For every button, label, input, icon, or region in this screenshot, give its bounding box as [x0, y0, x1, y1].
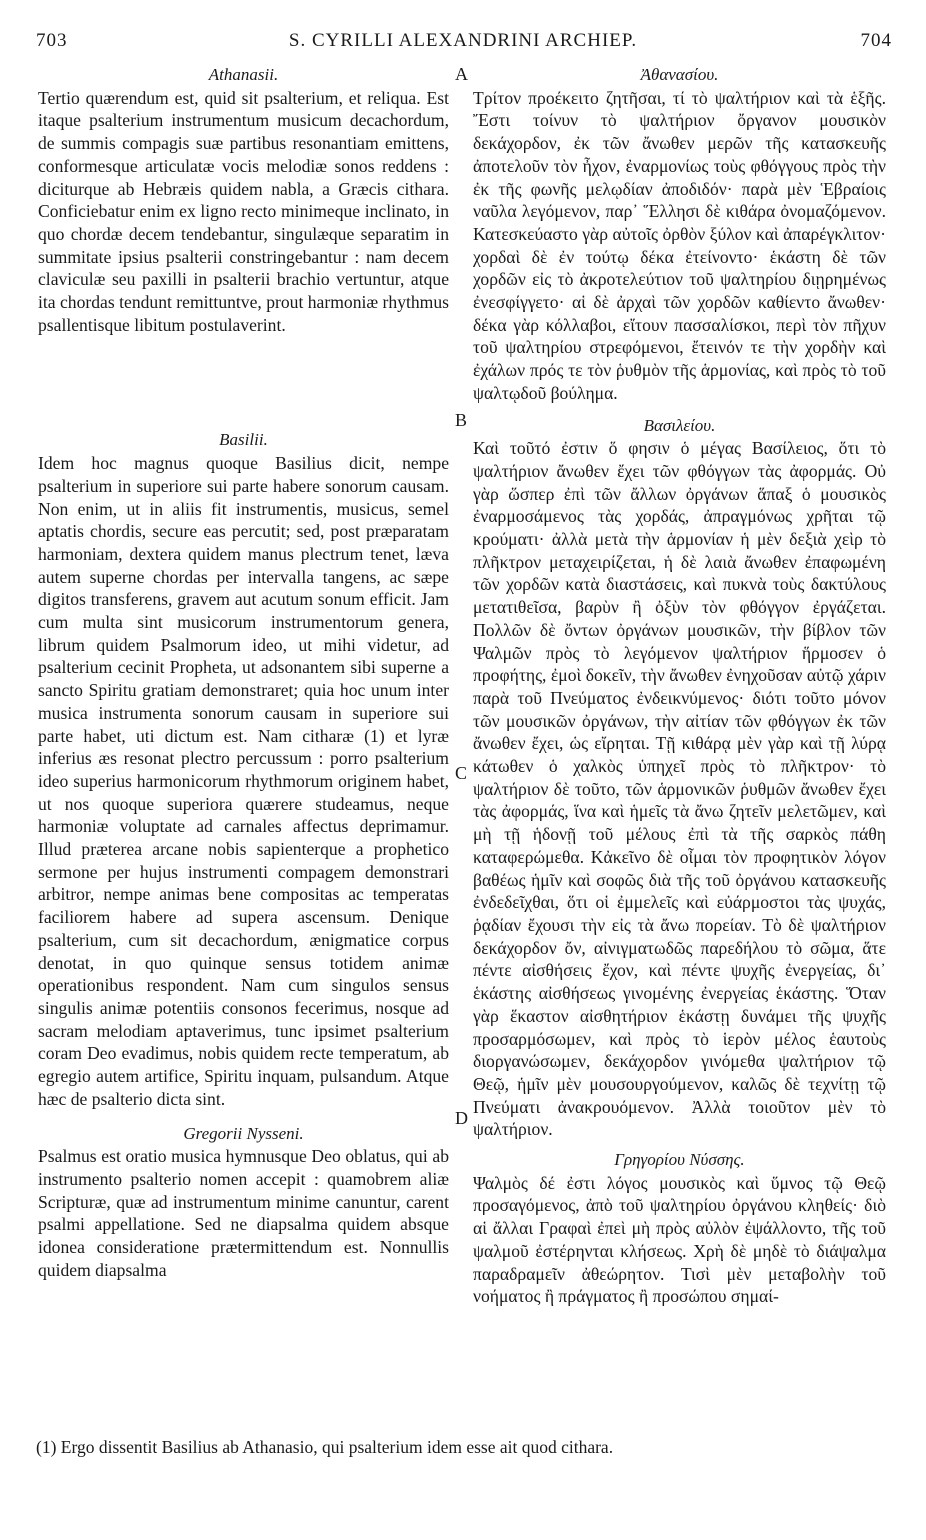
running-title: S. CYRILLI ALEXANDRINI ARCHIEP.: [288, 30, 638, 51]
greek-column: [473, 64, 886, 1308]
latin-heading-basilius: Basilii.: [219, 430, 268, 450]
section-marker-d: D: [455, 1108, 468, 1128]
latin-heading-gregorius: Gregorii Nysseni.: [183, 1123, 304, 1143]
latin-column: [38, 64, 449, 1281]
greek-heading-athanasius: Ἀθανασίου.: [640, 65, 719, 84]
section-marker-c: C: [455, 763, 468, 783]
latin-text-gregorius: Psalmus est oratio musica hymnusque Deo oblatus, qui ab instrumento psalterio nomen accepit : quamobrem aliæ Scripturæ, quæ ad instrumentum minime canuntur, carent psalmi appellatione. Sed ne diapsalma quidem absque idonea consideratione prætermittendum est. Nonnullis quidem diapsalma: [38, 1146, 449, 1280]
greek-text-basilius: Καὶ τοῦτό ἐστιν ὅ φησιν ὁ μέγας Βασίλειος, ὅτι τὸ ψαλτήριον ἄνωθεν ἔχει τῶν φθόγγων τὰς ἀφορμάς. Οὐ γὰρ ὥσπερ ἐπὶ τῶν ἄλλων ὀργάνων ἅπαξ ὁ μουσικὸς ἐναρμοσάμενος τὰς χορδάς, ἀπραγμόνως χρῆται τῷ κρούματι· ἀλλὰ μετὰ τὴν ἁρμονίαν ἡ μὲν δεξιὰ χεὶρ τὸ πλῆκτρον μεταχειρίζεται, ἡ δὲ λαιὰ ἄνωθεν ἐπαφωμένη τῶν χορδῶν κατὰ διαστάσεις, καὶ πυκνὰ τοὺς δακτύλους μετατιθεῖσα, βαρὺν ἢ ὀξὺν τὸν φθόγγον ἐργάζεται. Πολλῶν δὲ ὄντων ὀργάνων μουσικῶν, τὴν βίβλον τῶν Ψαλμῶν πρὸς τὸ λεγόμενον ψαλτήριον ἥρμοσεν ὁ προφήτης, ἐμοὶ δοκεῖν, τὴν ἄνωθεν ἐνηχοῦσαν αὐτῷ χάριν παρὰ τοῦ Πνεύματος ἐνδεικνύμενος· διότι τοῦτο μόνον τῶν μουσικῶν ὀργάνων, τὴν αἰτίαν τῶν φθόγγων ἐκ τῶν ἄνωθεν ἔχει, ὡς εἴρηται. Τῇ κιθάρᾳ μὲν γὰρ καὶ τῇ λύρᾳ κάτωθεν ὁ χαλκὸς ὑπηχεῖ πρὸς τὸ πλῆκτρον· τὸ ψαλτήριον δὲ τοῦτο, τῶν ἁρμονικῶν ῥυθμῶν ἄνωθεν ἔχει τὰς ἀφορμάς, ἵνα καὶ ἡμεῖς τὰ ἄνω ζητεῖν μελετῶμεν, καὶ μὴ τῇ ἡδονῇ τοῦ μέλους ἐπὶ τὰ τῆς σαρκὸς πάθη καταφερώμεθα. Κἀκεῖνο δὲ οἶμαι τὸν προφητικὸν λόγον βαθέως ἡμῖν καὶ σοφῶς διὰ τῆς τοῦ ὀργάνου κατασκευῆς ἐνδεδεῖχθαι, ὅτι οἱ ἐμμελεῖς καὶ εὐάρμοστοι τὰς ψυχάς, ῥᾳδίαν ἔχουσι τὴν εἰς τὰ ἄνω πορείαν. Τὸ δὲ ψαλτήριον δεκάχορδον ὄν, αἰνιγματωδῶς παρεδήλου τὸ σῶμα, ἅτε πέντε αἰσθήσεις ἔχον, καὶ πέντε ψυχῆς ἐνεργείας, δι᾽ ἑκάστης αἰσθήσεως γινομένης ἐνεργείας ἑκάστης. Ὅταν γὰρ ἕκαστον αἰσθητήριον ἑκάστῃ δυνάμει τῆς ψυχῆς προσαρμόσωμεν, καὶ πρὸς τὸ ἱερὸν μέλος ἑαυτοὺς διοργανώσωμεν, δεκάχορδον γινόμεθα ψαλτήριον τῷ Θεῷ, ἡμῖν μὲν μουσουργούμενον, καλῶς δὲ τεχνίτῃ τῷ Πνεύματι ἀνακρουόμενον. Ἀλλὰ τοιοῦτον μὲν τὸ ψαλτήριον.: [473, 438, 886, 1140]
greek-text-athanasius: Τρίτον προέκειτο ζητῆσαι, τί τὸ ψαλτήριον καὶ τὰ ἑξῆς. Ἔστι τοίνυν τὸ ψαλτήριον ὄργανον μουσικὸν δεκάχορδον, ἐκ τῶν ἄνωθεν μερῶν τῆς κατασκευῆς ἀποτελοῦν τὸν ἦχον, ἐναρμονίως τοὺς φθόγγους πρὸς τὴν ἐκ τῆς φωνῆς μελῳδίαν ἀποδιδόν· παρὰ μὲν Ἑβραίοις ναῦλα λεγόμενον, παρ᾽ Ἕλλησι δὲ κιθάρα ὀνομαζόμενον. Κατεσκεύαστο γὰρ αὐτοῖς ὀρθὸν ξύλον καὶ ἀπαρέγκλιτον· χορδαὶ δὲ ἐν τούτῳ δέκα ἐτείνοντο· ἑκάστη δὲ τῶν χορδῶν εἰς τὸ ἀκροτελεύτιον τοῦ ψαλτηρίου διῃρημένως ἐνεσφίγγετο· αἱ δὲ ἀρχαὶ τῶν χορδῶν καθίεντο ἄνωθεν· δέκα γὰρ κόλλαβοι, εἴτουν πασσαλίσκοι, περὶ τὸν πῆχυν τοῦ ψαλτηρίου στρεφόμενοι, ἔτεινόν τε τὴν χορδὴν καὶ ἐχάλων πρός τε τὸν ῥυθμὸν τῆς ἁρμονίας, καὶ πρὸς τὸ τοῦ ψαλτῳδοῦ βούλημα.: [473, 87, 886, 403]
latin-heading-athanasius: Athanasii.: [208, 65, 279, 84]
latin-text-basilius: Idem hoc magnus quoque Basilius dicit, nempe psalterium in superiore sui parte habere sonorum causam. Non enim, ut in aliis fit instrumentis, musicus, semel aptatis chordis, secure eas percutit; sed, post præparatam harmoniam, dextera quidem manus plectrum tenet, læva autem superne chordas per intervalla tangens, ac sæpe digitos transferens, gravem aut acutum sonum efficit. Jam cum multa sint musicorum instrumentorum genera, librum quidem Psalmorum ideo, ut mihi videtur, ad psalterium cecinit Propheta, ut adsonantem sibi superne a sancto Spiritu gratiam demonstraret; quia hoc unum inter musica instrumenta sonorum causam in superiore sui parte habet, uti dictum est. Nam citharæ (1) et lyræ inferius æs resonat plectro percussum : porro psalterium ideo superius harmonicorum rhythmorum originem habet, ut nos quoque superiora quærere studeamus, neque harmoniæ voluptate ad carnales affectus deprimamur. Illud præterea arcane nobis sapienterque a prophetico sermone per hujus instrumenti compagem demonstrari arbitror, nempe animas bene compositas ac temperatas faciliorem habere ad supera ascensum. Denique psalterium, cum sit decachordum, ænigmatice corpus denotat, in quo quinque sensus totidem animæ operationibus respondent. Nam cum singulos sensus singulis animæ potentiis consonos fecerimus, nosque ad sacram melodiam aptaverimus, tunc ipsimet psalterium coram Deo evadimus, nobis quidem recte temperatum, ab egregio autem artifice, Spiritu inquam, pulsandum. Atque hæc de psalterio dicta sint.: [38, 453, 449, 1109]
section-marker-b: B: [455, 410, 468, 430]
page-number-left: 703: [36, 30, 68, 51]
section-marker-a: A: [455, 64, 468, 84]
greek-text-gregorius: Ψαλμὸς δέ ἐστι λόγος μουσικὸς καὶ ὕμνος τῷ Θεῷ προσαγόμενος, ἀπὸ τοῦ ψαλτηρίου ὀργάνου κληθείς· διὸ αἱ ἄλλαι Γραφαὶ ἐπεὶ μὴ πρὸς αὐλὸν ἐψάλλοντο, τῆς τοῦ ψαλμοῦ ἐστέρηνται κλήσεως. Χρὴ δὲ μηδὲ τὸ διάψαλμα παραδραμεῖν ἀθεώρητον. Τισὶ μὲν μεταβολὴν τοῦ νοήματος ἢ πράγματος ἢ προσώπου σημαί-: [473, 1172, 886, 1307]
latin-text-athanasius: Tertio quærendum est, quid sit psalterium, et reliqua. Est itaque psalterium instrumentum musicum decachordum, de summis compagis suæ partibus resonantiam emittens, conformesque articulatæ vocis melodiæ sonos reddens : diciturque ab Hebræis quidem nabla, a Græcis cithara. Conficiebatur enim ex ligno recto minimeque inclinato, in quo chordæ decem tendebantur, singulæque separatim in summitate ipsius psalterii constringebantur : nam decem claviculæ seu paxilli in psalterii brachio vertuntur, atque ita chordas tendunt remittuntve, prout harmoniæ rhythmus psallentisque libitum postulaverint.: [38, 87, 449, 335]
greek-heading-basilius: Βασιλείου.: [643, 415, 716, 435]
page-header: [0, 30, 926, 56]
footnote: (1) Ergo dissentit Basilius ab Athanasio, qui psalterium idem esse ait quod cithara.: [36, 1437, 614, 1457]
greek-heading-gregorius: Γρηγορίου Νύσσης.: [614, 1150, 745, 1170]
page-number-right: 704: [860, 30, 892, 51]
